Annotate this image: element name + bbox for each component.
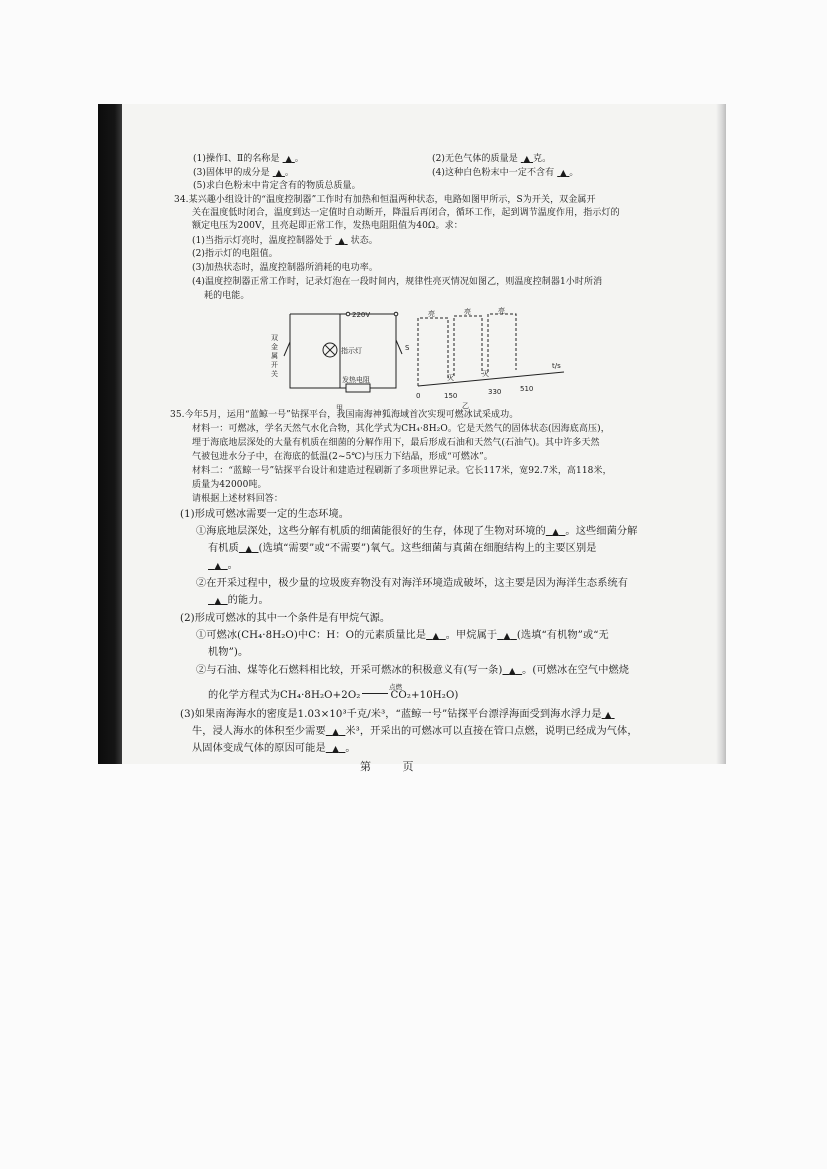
q34-sub4-line1: (4)温度控制器正常工作时，记录灯泡在一段时间内，规律性亮灭情况如图乙，则温度控制器1小时所消 — [192, 277, 603, 287]
time-axis-label: t/s — [552, 362, 561, 370]
q34-stem-line1: 34.某兴趣小组设计的“温度控制器”工作时有加热和恒温两种状态，电路如图甲所示，S为开关，双金属开 — [174, 195, 596, 205]
q34-sub4-line2: 耗的电能。 — [204, 291, 250, 301]
q35-line1: 35.今年5月，运用“蓝鲸一号”钻探平台，我国南海神狐海域首次实现可燃冰试采成功。 — [170, 410, 519, 420]
q35-part2a-line2: 机物”)。 — [208, 647, 249, 658]
figure-yi-label: 乙 — [462, 402, 469, 410]
scan-dark-border — [98, 104, 122, 764]
bimetal-char-2: 金 — [271, 343, 278, 351]
on-label-1: 亮 — [428, 310, 435, 318]
tick-150: 150 — [444, 392, 458, 400]
q35-line2: 材料一：可燃冰，学名天然气水化合物，其化学式为CH₄·8H₂O。它是天然气的固体状态(因海底高压)， — [192, 424, 610, 434]
q34-stem-line3: 额定电压为200V，且亮起即正常工作，发热电阻阻值为40Ω。求： — [192, 221, 463, 231]
bimetal-char-1: 双 — [271, 334, 278, 342]
on-label-2: 亮 — [464, 308, 471, 316]
page-footer: 第 页 — [360, 760, 428, 773]
q34-sub1: (1)当指示灯亮时，温度控制器处于 ▲ 状态。 — [192, 236, 378, 246]
bimetal-switch-label — [271, 334, 278, 378]
q35-line5: 材料二：“蓝鲸一号”钻探平台设计和建造过程刷新了多项世界记录。它长117米，宽92.7米，高118米， — [192, 466, 612, 476]
combustion-condition: 点燃 — [389, 683, 403, 691]
voltage-label: 220V — [352, 311, 371, 319]
q35-part3-line3: 从固体变成气体的原因可能是 ▲ 。 — [192, 743, 356, 754]
q35-line6: 质量为42000吨。 — [192, 480, 267, 490]
q35-line7: 请根据上述材料回答： — [192, 494, 284, 504]
q35-line3: 埋于海底地层深处的大量有机质在细菌的分解作用下，最后形成石油和天然气(石油气)。其中许多天然 — [192, 438, 600, 448]
q35-part1a-line2: 有机质 ▲ (选填“需要”或“不需要”)氧气。这些细菌与真菌在细胞结构上的主要区别是 — [208, 543, 597, 554]
tick-0: 0 — [416, 392, 421, 400]
tick-330: 330 — [488, 388, 502, 396]
lamp-label: 指示灯 — [341, 347, 362, 355]
q33-item4: (4)这种白色粉末中一定不含有 ▲ 。 — [432, 168, 579, 178]
q35-part1a-line3: ▲ 。 — [214, 560, 238, 571]
bimetal-char-5: 关 — [271, 370, 278, 378]
q35-part1b-line2: ▲ 的能力。 — [214, 595, 269, 606]
q35-part2b-line1: ②与石油、煤等化石燃料相比较，开采可燃冰的积极意义有(写一条) ▲ 。(可燃冰在空气中燃烧 — [196, 665, 630, 676]
q35-part1: (1)形成可燃冰需要一定的生态环境。 — [180, 509, 350, 520]
off-label-2: 灭 — [482, 370, 489, 378]
q35-part1b-line1: ②在开采过程中，极少量的垃圾废弃物没有对海洋环境造成破坏，这主要是因为海洋生态系统有 — [196, 578, 629, 589]
q35-part2a-line1: ①可燃冰(CH₄·8H₂O)中C：H：O的元素质量比是 ▲ 。甲烷属于 ▲ (选填“有机物”或“无 — [196, 630, 609, 641]
scanned-exam-page — [98, 104, 726, 773]
q35-line4: 气被包进水分子中，在海底的低温(2~5℃)与压力下结晶，形成“可燃冰”。 — [192, 452, 493, 462]
q34-stem-line2: 关在温度低时闭合，温度到达一定值时自动断开，降温后再闭合，循环工作，起到调节温度作用，指示灯的 — [192, 208, 620, 218]
q33-item5: (5)求白色粉末中肯定含有的物质总质量。 — [193, 181, 361, 191]
q35-part2b-line2: 的化学方程式为CH₄·8H₂O+2O₂ CO₂+10H₂O) — [208, 690, 459, 701]
tick-510: 510 — [520, 385, 534, 393]
scan-right-shadow — [716, 104, 726, 764]
q35-part3-line2: 牛，浸人海水的体积至少需要 ▲ 米³，开采出的可燃冰可以直接在管口点燃，说明已经成为气体， — [192, 726, 638, 737]
q33-item3: (3)固体甲的成分是 ▲ 。 — [193, 168, 295, 178]
q34-sub2: (2)指示灯的电阻值。 — [192, 249, 278, 259]
q33-item2: (2)无色气体的质量是 ▲ 克。 — [432, 154, 552, 164]
q35-part2: (2)形成可燃冰的其中一个条件是有甲烷气源。 — [180, 613, 391, 624]
timing-graph-yi — [418, 314, 564, 386]
q33-item1: (1)操作Ⅰ、Ⅱ的名称是 ▲ 。 — [193, 154, 304, 164]
off-label-1: 灭 — [447, 374, 454, 382]
on-label-3: 亮 — [498, 307, 505, 315]
switch-label: S — [405, 344, 410, 352]
resistor-label: 发热电阻 — [342, 376, 370, 384]
q35-part1a-line1: ①海底地层深处，这些分解有机质的细菌能很好的生存，体现了生物对环境的 ▲ 。这些细菌分解 — [196, 526, 638, 537]
circuit-and-timing-figure — [268, 307, 568, 416]
q34-sub3: (3)加热状态时，温度控制器所消耗的电功率。 — [192, 263, 378, 273]
figure-jia-label: 甲 — [336, 404, 343, 412]
bimetal-char-4: 开 — [271, 361, 278, 369]
q35-part3-line1: (3)如果南海海水的密度是1.03×10³千克/米³，“蓝鲸一号”钻探平台漂浮海面受到海水浮力是 ▲ — [180, 709, 612, 720]
bimetal-char-3: 属 — [271, 352, 278, 360]
